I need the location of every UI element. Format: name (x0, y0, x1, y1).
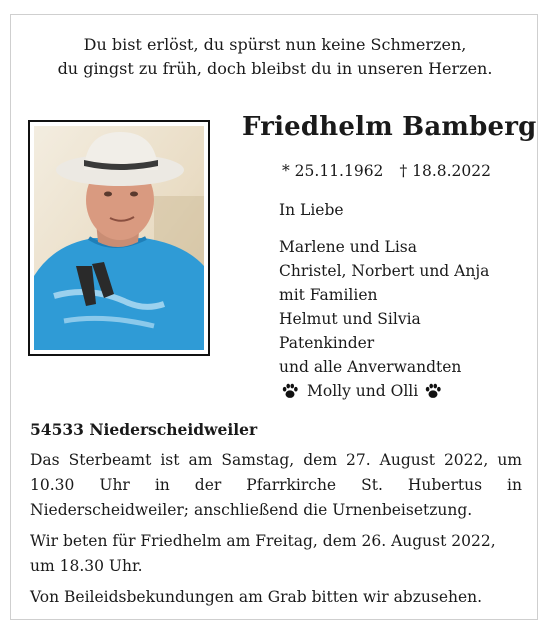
portrait-frame (28, 120, 210, 356)
prayer-paragraph: Wir beten für Friedhelm am Freitag, dem 26. August 2022, um 18.30 Uhr. (30, 532, 496, 575)
memorial-verse (0, 33, 550, 81)
pets-names: Molly und Olli (307, 382, 419, 400)
mourner-line: Helmut und Silvia (279, 310, 421, 328)
mourner-line: Patenkinder (279, 334, 375, 352)
mourner-line: Christel, Norbert und Anja (279, 262, 490, 280)
mourner-line: Marlene und Lisa (279, 238, 417, 256)
life-dates (282, 162, 491, 180)
deceased-name: Friedhelm Bamberg (242, 112, 537, 142)
verse-line-2: du gingst zu früh, doch bleibst du in unseren Herzen. (57, 59, 493, 78)
condolence-paragraph: Von Beileidsbekundungen am Grab bitten wir abzusehen. (30, 588, 483, 606)
portrait-illustration (34, 126, 204, 350)
funeral-mass-paragraph: Das Sterbeamt ist am Samstag, dem 27. August 2022, um 10.30 Uhr in der Pfarrkirche St. Hubertus in Niederscheidweiler; anschließend die Urnenbeisetzung. (30, 451, 522, 519)
service-details (30, 448, 522, 616)
mourners-list (279, 235, 489, 403)
mourners-intro: In Liebe (279, 201, 344, 219)
mourner-line: mit Familien (279, 286, 378, 304)
paw-icon (281, 382, 299, 400)
birth-date: * 25.11.1962 (282, 162, 384, 180)
pets-line (279, 379, 489, 403)
location-heading: 54533 Niederscheidweiler (30, 420, 258, 439)
paw-icon (424, 382, 442, 400)
mourner-line: und alle Anverwandten (279, 358, 462, 376)
portrait-photo (34, 126, 204, 350)
death-date: † 18.8.2022 (399, 162, 491, 180)
verse-line-1: Du bist erlöst, du spürst nun keine Schmerzen, (83, 35, 467, 54)
